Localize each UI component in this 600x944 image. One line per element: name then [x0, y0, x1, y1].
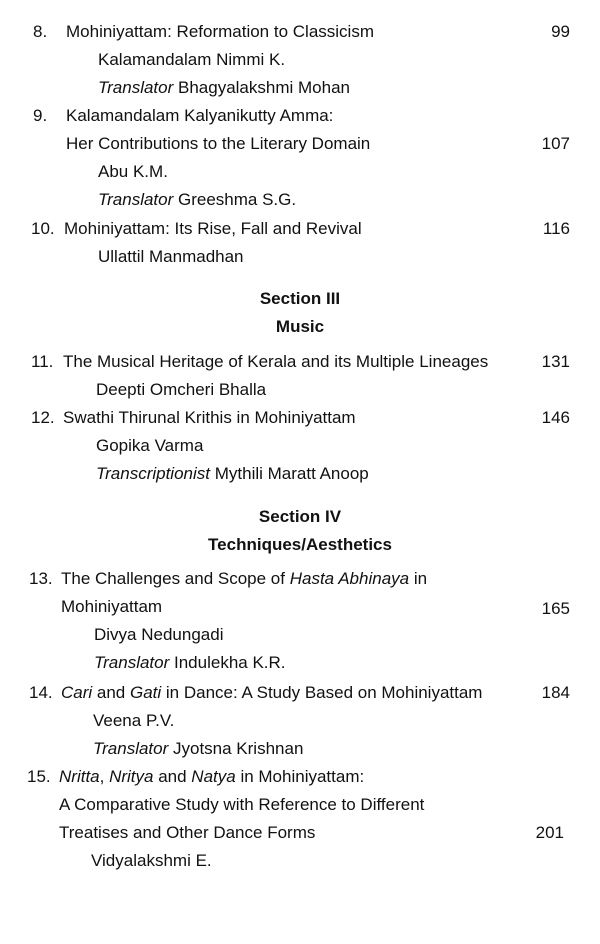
entry-13-title-line-2: Mohiniyattam	[61, 597, 163, 616]
entry-8-translator-line	[98, 77, 350, 99]
entry-15-title-italic-3: Natya	[191, 767, 236, 786]
entry-15-title-line-1	[59, 766, 364, 788]
section-3-name: Music	[275, 317, 325, 336]
entry-14-contributor: Jyotsna Krishnan	[173, 739, 304, 758]
entry-8-number: 8.	[33, 22, 48, 41]
entry-8-contributor: Bhagyalakshmi Mohan	[178, 78, 350, 97]
entry-13-title-part-b: in	[409, 569, 428, 588]
entry-15-title-italic-1: Nritta	[59, 767, 100, 786]
entry-14-translator-line	[93, 738, 303, 760]
entry-12-number: 12.	[31, 408, 55, 427]
entry-11-number: 11.	[31, 352, 54, 371]
entry-14-role: Translator	[93, 739, 169, 758]
entry-8-author: Kalamandalam Nimmi K.	[98, 50, 286, 69]
entry-13-translator-line	[94, 652, 286, 674]
entry-11-page: 131	[541, 352, 570, 371]
entry-8-title: Mohiniyattam: Reformation to Classicism	[66, 22, 374, 41]
entry-14-author: Veena P.V.	[93, 711, 175, 730]
entry-14-page: 184	[541, 683, 570, 702]
entry-15-page: 201	[535, 823, 564, 842]
entry-8-role: Translator	[98, 78, 174, 97]
entry-9-author: Abu K.M.	[98, 162, 168, 181]
entry-10-number: 10.	[31, 219, 55, 238]
entry-13-title-part-a: The Challenges and Scope of	[61, 569, 290, 588]
entry-12-contributor: Mythili Maratt Anoop	[214, 464, 369, 483]
entry-15-title-line-2: A Comparative Study with Reference to Different	[59, 795, 425, 814]
entry-13-title-italic: Hasta Abhinaya	[289, 569, 410, 588]
entry-10-title: Mohiniyattam: Its Rise, Fall and Revival	[64, 219, 362, 238]
entry-12-role: Transcriptionist	[96, 464, 210, 483]
entry-10-page: 116	[542, 219, 570, 238]
entry-14-number: 14.	[29, 683, 53, 702]
entry-9-contributor: Greeshma S.G.	[178, 190, 297, 209]
entry-14-title-part-b: in Dance: A Study Based on Mohiniyattam	[161, 683, 483, 702]
entry-15-title-sep-2: and	[153, 767, 192, 786]
entry-15-title-line-3: Treatises and Other Dance Forms	[59, 823, 316, 842]
entry-13-contributor: Indulekha K.R.	[174, 653, 286, 672]
entry-9-title-line-1: Kalamandalam Kalyanikutty Amma:	[66, 106, 334, 125]
section-3-label: Section III	[259, 289, 341, 308]
entry-14-title-italic-2: Gati	[129, 683, 162, 702]
entry-15-author: Vidyalakshmi E.	[91, 851, 212, 870]
entry-15-number: 15.	[27, 767, 51, 786]
entry-14-title-part-a: and	[92, 683, 130, 702]
entry-14-title-italic-1: Cari	[61, 683, 93, 702]
entry-15-title-sep-1: ,	[99, 767, 110, 786]
entry-11-title: The Musical Heritage of Kerala and its Multiple Lineages	[63, 352, 489, 371]
entry-8-page: 99	[551, 22, 570, 41]
entry-14-title	[61, 682, 482, 704]
entry-12-transcriptionist-line	[96, 463, 369, 485]
entry-9-role: Translator	[98, 190, 174, 209]
entry-10-author: Ullattil Manmadhan	[98, 247, 244, 266]
entry-9-number: 9.	[33, 106, 48, 125]
entry-15-title-italic-2: Nritya	[109, 767, 154, 786]
entry-13-page: 165	[541, 599, 570, 618]
entry-13-author: Divya Nedungadi	[94, 625, 224, 644]
entry-13-role: Translator	[94, 653, 170, 672]
section-4-label: Section IV	[258, 507, 342, 526]
entry-9-translator-line	[98, 189, 296, 211]
entry-11-author: Deepti Omcheri Bhalla	[96, 380, 267, 399]
section-4-name: Techniques/Aesthetics	[208, 535, 392, 554]
entry-9-title-line-2: Her Contributions to the Literary Domain	[66, 134, 371, 153]
entry-12-title: Swathi Thirunal Krithis in Mohiniyattam	[63, 408, 356, 427]
entry-9-page: 107	[541, 134, 570, 153]
entry-15-title-part-b: in Mohiniyattam:	[235, 767, 365, 786]
entry-12-page: 146	[541, 408, 570, 427]
entry-13-number: 13.	[29, 569, 53, 588]
entry-12-author: Gopika Varma	[96, 436, 204, 455]
entry-13-title-line-1	[61, 568, 427, 590]
